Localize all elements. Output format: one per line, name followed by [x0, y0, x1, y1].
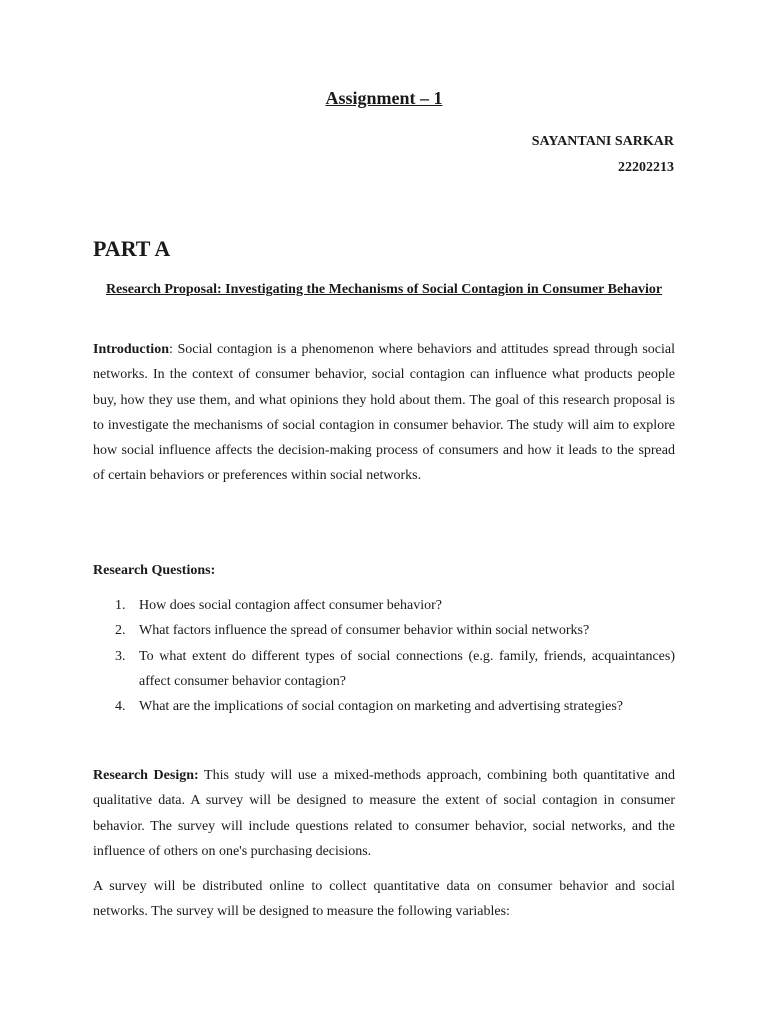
- list-item-text: What factors influence the spread of consumer behavior within social networks?: [139, 623, 590, 639]
- list-item-number: 1.: [115, 598, 126, 613]
- list-item-text: How does social contagion affect consumer behavior?: [139, 598, 442, 613]
- assignment-title: Assignment – 1: [325, 88, 443, 108]
- author-block: [532, 129, 674, 181]
- part-heading: PART A: [93, 236, 171, 261]
- list-item-number: 3.: [115, 648, 126, 664]
- author-name: SAYANTANI SARKAR: [531, 134, 674, 149]
- list-item: [93, 644, 675, 695]
- list-item-text: What are the implications of social contagion on marketing and advertising strategies?: [139, 699, 624, 715]
- research-design-text: This study will use a mixed-methods approach, combining both quantitative and qualitative data. A survey will be designed to measure the extent of social contagion in consumer behavior. The survey will include questions related to consumer behavior, social networks, and the influence of others on one's purchasing decisions.: [93, 768, 675, 859]
- student-id: 22202213: [618, 160, 674, 175]
- list-item: [93, 694, 675, 719]
- survey-paragraph: A survey will be distributed online to collect quantitative data on consumer behavior and social networks. The survey will be designed to measure the following variables:: [93, 879, 675, 920]
- introduction-label: Introduction: [93, 342, 169, 357]
- proposal-title: Research Proposal: Investigating the Mechanisms of Social Contagion in Consumer Behavior: [105, 282, 663, 297]
- list-item: [93, 593, 675, 618]
- list-item-number: 2.: [115, 623, 126, 639]
- list-item-text: To what extent do different types of social connections (e.g. family, friends, acquaintances) affect consumer behavior contagion?: [139, 648, 675, 689]
- list-item-number: 4.: [115, 699, 126, 715]
- research-questions-list: [93, 593, 675, 719]
- research-questions-heading: Research Questions:: [93, 563, 216, 578]
- list-item: [93, 618, 675, 643]
- introduction-paragraph: [93, 337, 675, 489]
- introduction-text: : Social contagion is a phenomenon where behaviors and attitudes spread through social networks. In the context of consumer behavior, social contagion can influence what products people buy, how they use them, and what opinions they hold about them. The goal of this research proposal is to investigate the mechanisms of social contagion in consumer behavior. The study will aim to explore how social influence affects the decision-making process of consumers and how it leads to the spread of certain behaviors or preferences within social networks.: [93, 342, 675, 484]
- research-design-paragraph: [93, 763, 675, 864]
- research-design-label: Research Design:: [93, 768, 199, 783]
